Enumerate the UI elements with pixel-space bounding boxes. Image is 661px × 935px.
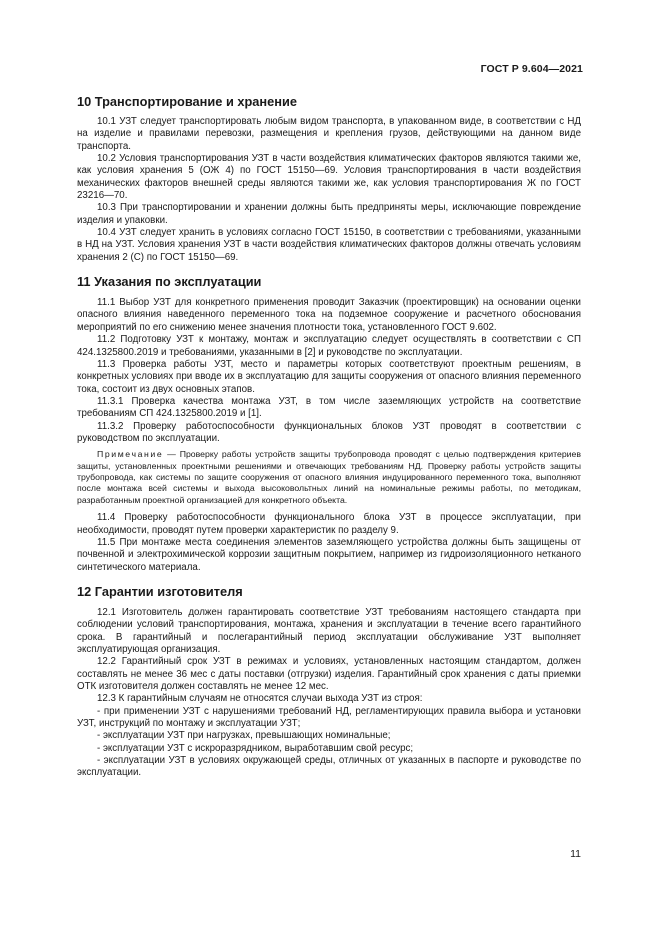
paragraph-12-3: 12.3 К гарантийным случаям не относятся случаи выхода УЗТ из строя:	[97, 693, 423, 705]
section-11-title: 11 Указания по эксплуатации	[77, 274, 262, 290]
paragraph-11-3-1: 11.3.1 Проверка качества монтажа УЗТ, в том числе заземляющих устройств на соответствие требованиям СП 424.1325800.2019 и [1].	[77, 395, 581, 420]
paragraph-11-2: 11.2 Подготовку УЗТ к монтажу, монтаж и эксплуатацию следует осуществлять в соответствии с СП 424.1325800.2019 и требованиями, указанными в [2] и руководстве по эксплуатации.	[77, 334, 581, 358]
list-item: - при применении УЗТ с нарушениями требований НД, регламентирующих правила выбора и установки УЗТ, инструкций по монтажу и эксплуатации УЗТ;	[77, 705, 581, 730]
list-item: - эксплуатации УЗТ в условиях окружающей среды, отличных от указанных в паспорте и руководстве по эксплуатации.	[77, 755, 581, 779]
note-block	[77, 449, 581, 506]
paragraph-12-1: 12.1 Изготовитель должен гарантировать соответствие УЗТ требованиям настоящего стандарта при соблюдении условий транспортирования, монтажа, хранения и эксплуатации в течение всего гарантийного срока. В гарантийный и послегарантийный период эксплуатации обслуживание УЗТ выполняет эксплуатирующая организация.	[77, 607, 581, 656]
paragraph-11-1: 11.1 Выбор УЗТ для конкретного применения проводит Заказчик (проектировщик) на основании оценки опасного влияния наведенного переменного тока на подземное сооружение и расчетного обоснования мероприятий по его снижению менее значения плотности тока, установленного ГОСТ 9.602.	[77, 297, 581, 333]
paragraph-11-3-2: 11.3.2 Проверку работоспособности функциональных блоков УЗТ проводят в соответствии с руководством по эксплуатации.	[77, 420, 581, 444]
paragraph-10-2: 10.2 Условия транспортирования УЗТ в части воздействия климатических факторов являются такими же, как условия хранения 5 (ОЖ 4) по ГОСТ 15150—69. Условия транспортирования в части воздействия механических факторов внешней среды являются такими же, как условия транспортирования Ж по ГОСТ 23216—70.	[77, 153, 581, 202]
paragraph-10-3: 10.3 При транспортировании и хранении должны быть предприняты меры, исключающие повреждение изделия и упаковки.	[77, 202, 581, 226]
document-code: ГОСТ Р 9.604—2021	[480, 63, 583, 75]
section-10-title: 10 Транспортирование и хранение	[77, 94, 297, 109]
note-label: Примечание	[97, 449, 164, 460]
page-content	[77, 94, 581, 780]
paragraph-10-4: 10.4 УЗТ следует хранить в условиях согласно ГОСТ 15150, в соответствии с требованиями, указанными в НД на УЗТ. Условия хранения УЗТ в части воздействия климатических факторов должны отвечать условиям хранения 2 (С) по ГОСТ 15150—69.	[77, 227, 581, 263]
list-item: - эксплуатации УЗТ при нагрузках, превышающих номинальные;	[97, 730, 391, 742]
paragraph-11-3: 11.3 Проверка работы УЗТ, место и параметры которых соответствуют проектным решениям, в конкретных условиях при вводе их в эксплуатацию для защиты сооружения от опасного влияния переменного тока, состоит из двух основных этапов.	[77, 358, 581, 395]
list-item: - эксплуатации УЗТ с искроразрядником, выработавшим свой ресурс;	[97, 742, 414, 754]
note-text: — Проверку работы устройств защиты трубопровода проводят с целью подтверждения критериев защиты, установленных проектными решениями и отвечающих требованиям НД. Проверку работы устройств защиты трубопровода, как системы по защите сооружения от опасного влияния индуцированного переменного тока, выполняют после монтажа всей системы и выхода высоковольтных линий на номинальные режимы работы, по методикам, разработанным проектной организацией для конкретного объекта.	[77, 449, 581, 505]
paragraph-11-5: 11.5 При монтаже места соединения элементов заземляющего устройства должны быть защищены от почвенной и электрохимической коррозии защитным покрытием, например из гидроизоляционного нетканого синтетического материала.	[77, 536, 581, 573]
paragraph-11-4: 11.4 Проверку работоспособности функционального блока УЗТ в процессе эксплуатации, при необходимости, проводят путем проверки характеристик по разделу 9.	[77, 512, 581, 536]
section-12-title: 12 Гарантии изготовителя	[77, 584, 243, 599]
paragraph-10-1: 10.1 УЗТ следует транспортировать любым видом транспорта, в упакованном виде, в соответствии с НД на изделие и правилами перевозки, размещения и крепления грузов, действующими на данном виде транспорта.	[77, 116, 581, 152]
page-number: 11	[570, 848, 581, 860]
paragraph-12-2: 12.2 Гарантийный срок УЗТ в режимах и условиях, установленных настоящим стандартом, должен составлять не менее 36 мес с даты поставки (отгрузки) изделия. Гарантийный срок хранения с даты приемки ОТК изготовителя должен составлять не менее 12 мес.	[77, 656, 581, 693]
